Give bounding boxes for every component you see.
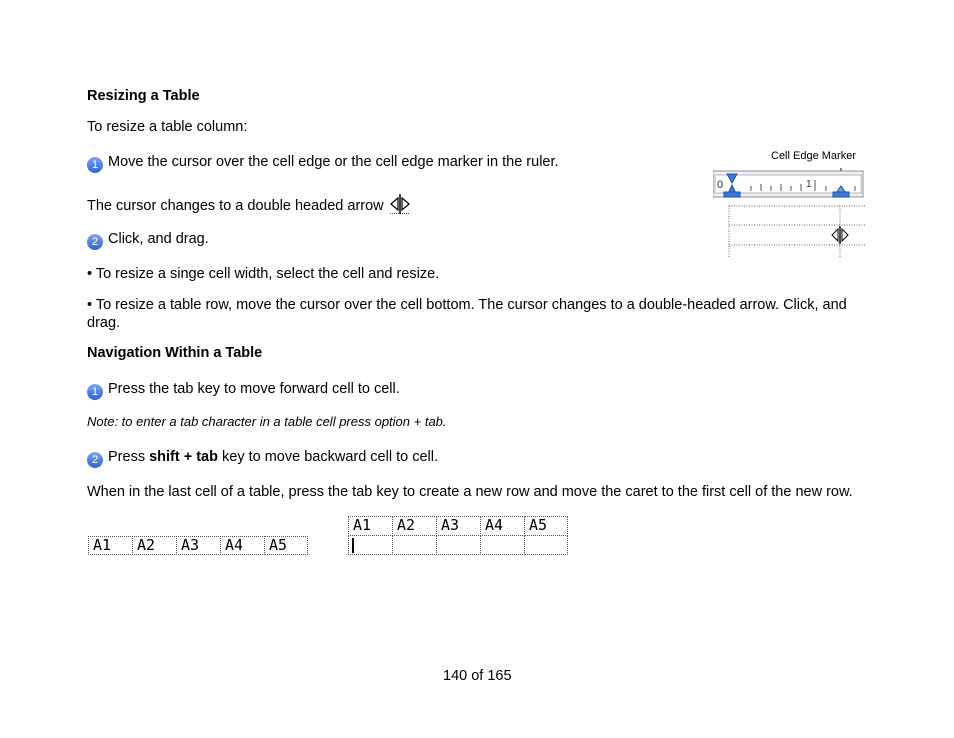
step-number-badge: 2 [87,234,103,250]
shift-tab-keys: shift + tab [149,449,218,465]
table-cell: A4 [220,536,265,555]
section-heading-navigation: Navigation Within a Table [87,345,263,361]
step-text: Press the tab key to move forward cell to cell. [108,381,400,397]
cursor-change-text [87,194,410,219]
ruler-zero: 0 [717,179,724,191]
table-cell-new-row [392,535,437,555]
ruler-figure [713,150,865,258]
table-cell: A3 [436,516,481,536]
ruler-one: 1 [806,179,812,190]
bullet-single-cell: • To resize a singe cell width, select the cell and resize. [87,266,440,282]
last-cell-paragraph: When in the last cell of a table, press the tab key to create a new row and move the caret to the first cell of the new row. [87,484,853,500]
table-cell: A5 [524,516,568,536]
table-after-tab [348,516,568,555]
step-text-post: key to move backward cell to cell. [217,449,438,465]
text-caret [352,538,354,553]
cell-edge-marker-label: Cell Edge Marker [771,150,856,162]
page-number: 140 of 165 [443,668,512,684]
resize-intro: To resize a table column: [87,119,248,135]
navigation-step-2 [87,448,438,468]
step-number-badge: 1 [87,157,103,173]
table-cell: A1 [88,536,133,555]
table-cell: A4 [480,516,525,536]
table-cell-new-row [524,535,568,555]
section-heading-resizing: Resizing a Table [87,88,200,104]
step-text-pre: Press [108,449,150,465]
step-text: Move the cursor over the cell edge or the cell edge marker in the ruler. [108,154,559,170]
table-cell: A1 [348,516,393,536]
double-arrow-cursor-icon [390,194,410,219]
table-cell-new-row [436,535,481,555]
table-before-tab [88,536,308,555]
table-cell: A5 [264,536,308,555]
table-cell: A2 [132,536,177,555]
ruler-illustration [713,150,865,258]
table-cell: A3 [176,536,221,555]
table-cell: A2 [392,516,437,536]
table-cell-new-row [480,535,525,555]
bullet-table-row: • To resize a table row, move the cursor over the cell bottom. The cursor changes to a double-headed arrow. Click, and drag. [87,297,847,331]
resize-step-1 [87,153,559,173]
step-number-badge: 1 [87,384,103,400]
table-cell-new-row [348,535,393,555]
step-text: Click, and drag. [108,231,209,247]
cursor-change-label: The cursor changes to a double headed arrow [87,198,384,214]
resize-step-2 [87,230,209,250]
navigation-step-1 [87,380,400,400]
step-number-badge: 2 [87,452,103,468]
tab-character-note: Note: to enter a tab character in a table cell press option + tab. [87,414,447,429]
